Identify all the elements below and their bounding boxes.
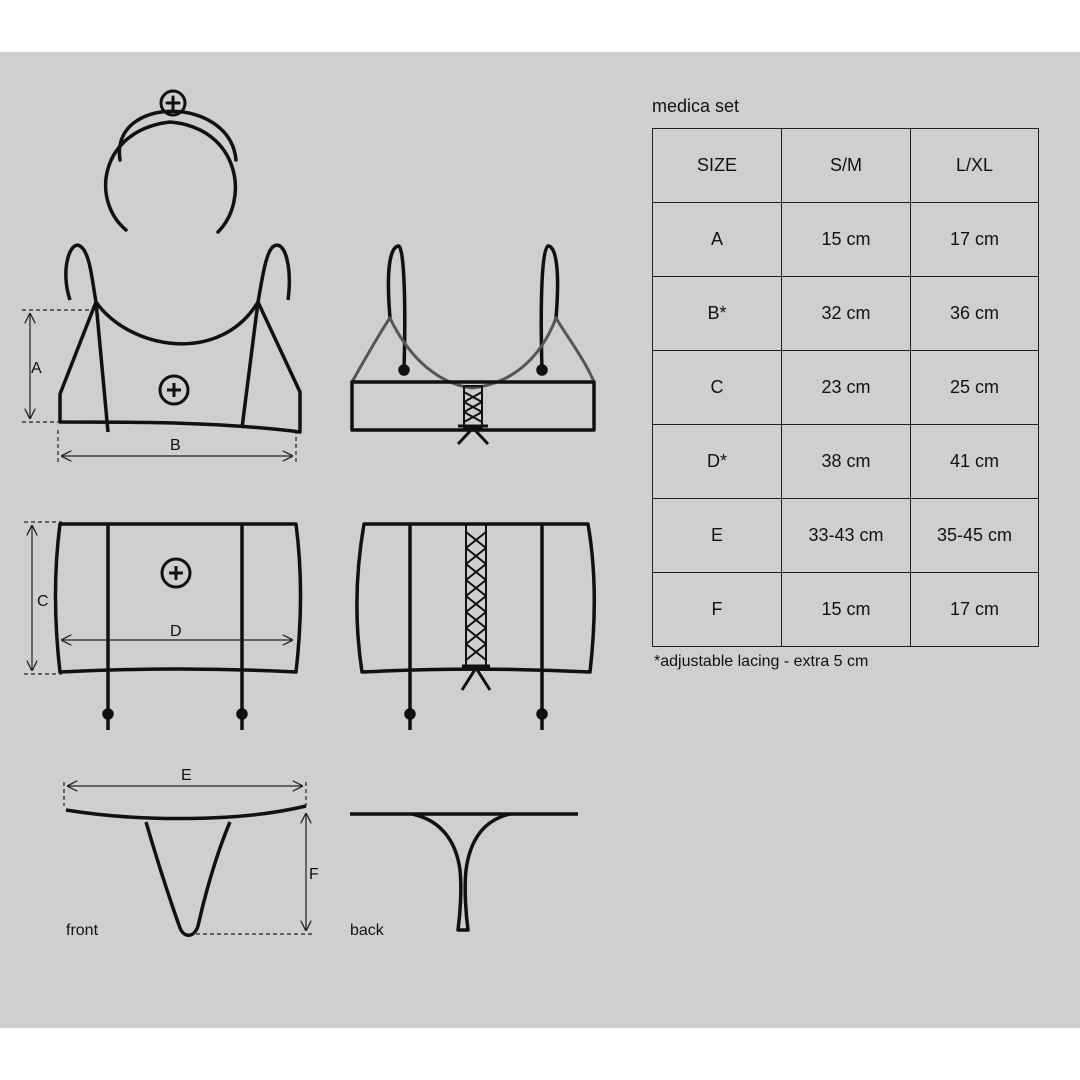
table-header-row — [653, 129, 1039, 203]
garter-belt-back-illustration — [357, 524, 594, 730]
dimension-f — [196, 814, 312, 934]
table-cell: 17 cm — [911, 573, 1039, 647]
table-cell: C — [653, 351, 782, 425]
table-cell: E — [653, 499, 782, 573]
set-title: medica set — [652, 96, 740, 116]
bra-back-illustration — [352, 246, 594, 444]
table-row — [653, 499, 1039, 573]
table-cell: 41 cm — [911, 425, 1039, 499]
table-cell: B* — [653, 277, 782, 351]
table-header-cell: SIZE — [653, 129, 782, 203]
bra-front-illustration — [60, 245, 300, 432]
headband-illustration — [106, 91, 236, 232]
label-f: F — [309, 866, 319, 883]
cross-icon — [160, 376, 188, 404]
table-row — [653, 425, 1039, 499]
table-cell: A — [653, 203, 782, 277]
table-cell: 15 cm — [782, 203, 911, 277]
table-cell: 17 cm — [911, 203, 1039, 277]
table-row — [653, 203, 1039, 277]
table-cell: 15 cm — [782, 573, 911, 647]
table-row — [653, 277, 1039, 351]
label-c: C — [37, 593, 49, 610]
label-b: B — [170, 437, 181, 454]
table-row — [653, 351, 1039, 425]
table-cell: 33-43 cm — [782, 499, 911, 573]
table-header-cell: S/M — [782, 129, 911, 203]
table-header-cell: L/XL — [911, 129, 1039, 203]
table-cell: 38 cm — [782, 425, 911, 499]
table-cell: 25 cm — [911, 351, 1039, 425]
size-table — [652, 128, 1039, 647]
table-cell: 23 cm — [782, 351, 911, 425]
label-e: E — [181, 767, 192, 784]
table-cell: 32 cm — [782, 277, 911, 351]
thong-front-illustration — [66, 806, 306, 935]
table-cell: 35-45 cm — [911, 499, 1039, 573]
footnote: *adjustable lacing - extra 5 cm — [654, 653, 869, 670]
lacing-detail — [458, 386, 488, 444]
lacing-detail — [462, 524, 490, 690]
view-label-front: front — [66, 922, 99, 939]
cross-icon — [162, 559, 190, 587]
thong-back-illustration — [350, 814, 578, 930]
table-row — [653, 573, 1039, 647]
table-cell: 36 cm — [911, 277, 1039, 351]
view-label-back: back — [350, 922, 384, 939]
table-cell: F — [653, 573, 782, 647]
table-cell: D* — [653, 425, 782, 499]
label-d: D — [170, 623, 182, 640]
label-a: A — [31, 360, 42, 377]
dimension-e — [64, 782, 306, 806]
